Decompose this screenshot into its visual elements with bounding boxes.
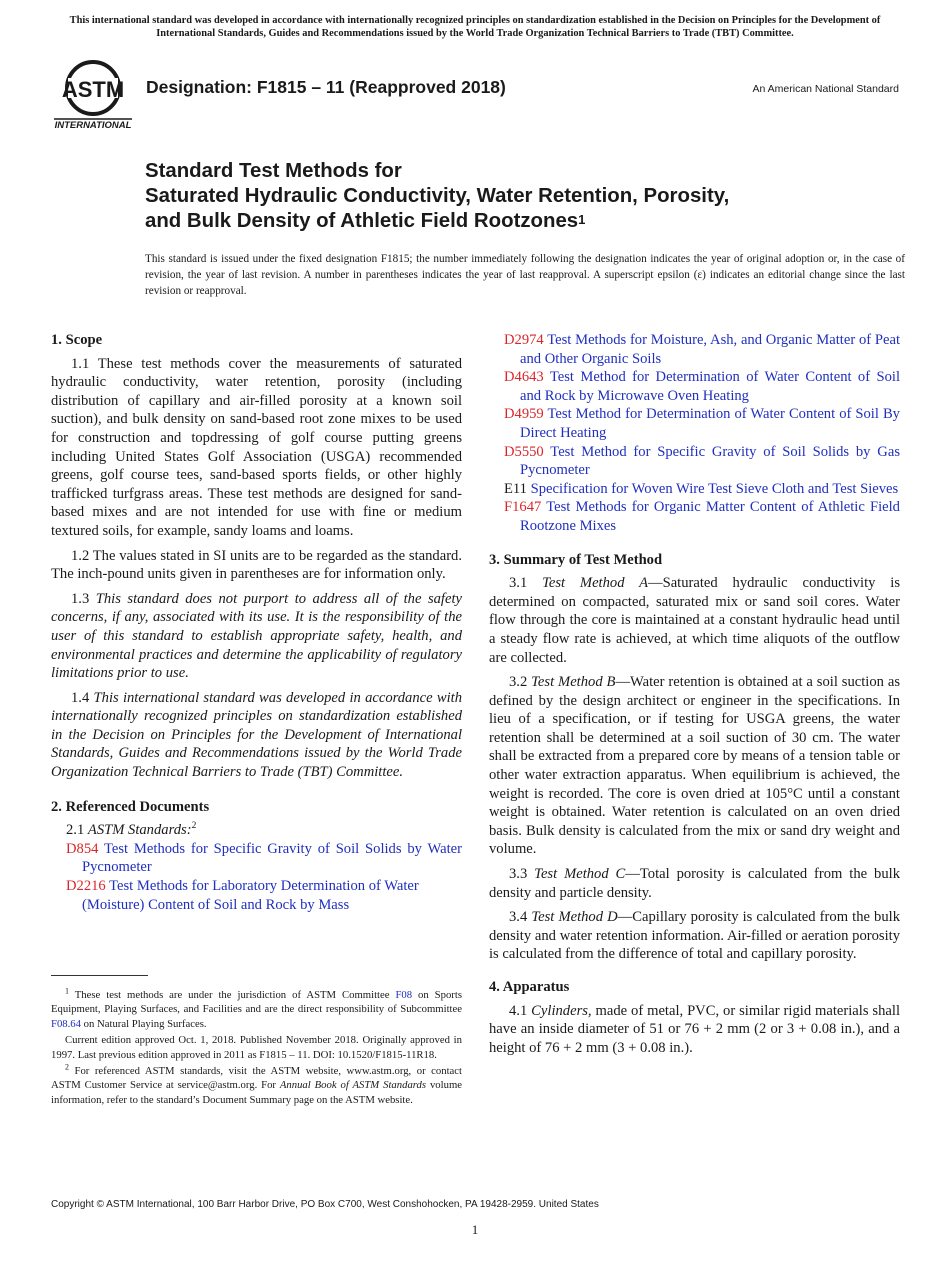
- ref-item[interactable]: E11 Specification for Woven Wire Test Sieve Cloth and Test Sieves: [504, 480, 899, 497]
- issued-note: This standard is issued under the fixed designation F1815; the number immediately following the designation indicates the year of original adoption or, in the case of revision, the year of last revision. A number in parentheses indicates the year of last reapproval. A superscript epsilon (ε) indicates an editorial change since the last revision or reapproval.: [145, 253, 905, 297]
- footnote-edition: Current edition approved Oct. 1, 2018. Published November 2018. Originally approved in 1997. Last previous edition approved in 2011 as F1815 – 11. DOI: 10.1520/F1815-11R18.: [51, 1034, 462, 1061]
- title-line-3: and Bulk Density of Athletic Field Rootzones$^1$: [145, 210, 586, 232]
- svg-text:INTERNATIONAL: INTERNATIONAL: [54, 120, 132, 131]
- title-line-1: Standard Test Methods for: [145, 160, 402, 182]
- subcommittee-link[interactable]: F08.64: [51, 1017, 81, 1030]
- ref-item[interactable]: D2216 Test Methods for Laboratory Determination of Water (Moisture) Content of Soil and Rock by Mass: [66, 878, 419, 913]
- astm-standards-subheading: 2.1 ASTM Standards:$^2$: [66, 821, 197, 839]
- title-line-2: Saturated Hydraulic Conductivity, Water Retention, Porosity,: [145, 185, 730, 207]
- page-number: 1: [471, 1222, 479, 1237]
- title-footnote-mark: 1: [578, 212, 586, 227]
- left-column: [51, 331, 462, 914]
- para-3-4: 3.4 Test Method D—Capillary porosity is calculated from the bulk density and water retention information. Air-filled or aeration porosity is calculated from the difference of total and capillary porosity.: [489, 909, 901, 963]
- designation: Designation: F1815 – 11 (Reapproved 2018): [146, 77, 506, 97]
- para-3-1: 3.1 Test Method A—Saturated hydraulic conductivity is determined on compacted, saturated mix or sand soil cores. Water flow through the core is maintained at a constant hydraulic head until a steady flow rate is achieved, at which time aliquots of the outflow are collected.: [489, 575, 900, 666]
- ref-item[interactable]: D4643 Test Method for Determination of Water Content of Soil and Rock by Microwave Oven Heating: [504, 369, 900, 404]
- ref-item[interactable]: D2974 Test Methods for Moisture, Ash, and Organic Matter of Peat and Other Organic Soils: [504, 332, 900, 367]
- para-4-1: 4.1 Cylinders, made of metal, PVC, or similar rigid materials shall have an inside diameter of 51 or 76 + 2 mm (2 or 3 + 0.08 in.), and a height of 76 + 2 mm (3 + 0.08 in.).: [489, 1002, 900, 1056]
- ref-item[interactable]: D854 Test Methods for Specific Gravity of Soil Solids by Water Pycnometer: [66, 840, 462, 876]
- committee-link[interactable]: F08: [395, 989, 413, 1001]
- para-3-3: 3.3 Test Method C—Total porosity is calculated from the bulk density and particle density.: [489, 866, 900, 901]
- ref-item[interactable]: F1647 Test Methods for Organic Matter Content of Athletic Field Rootzone Mixes: [504, 499, 900, 534]
- para-1-3: 1.3 This standard does not purport to address all of the safety concerns, if any, associated with its use. It is the responsibility of the user of this standard to establish appropriate safety, health, and environmental practices and determine the applicability of regulatory limitations prior to use.: [51, 590, 462, 682]
- document-title: [145, 159, 845, 234]
- ref-item[interactable]: D4959 Test Method for Determination of Water Content of Soil By Direct Heating: [504, 406, 900, 441]
- svg-text:ASTM: ASTM: [61, 77, 125, 102]
- astm-logo-icon: [50, 58, 136, 132]
- right-column: [489, 331, 900, 1063]
- footnote-1: $^1$ These test methods are under the jurisdiction of ASTM Committee F08 on Sports Equipment, Playing Surfaces, and Facilities and are the direct responsibility of Subcommittee F08.64 on Natural Playing Surfaces.: [51, 986, 462, 1030]
- summary-heading: 3. Summary of Test Method: [489, 551, 663, 568]
- footnote-2: $^2$ For referenced ASTM standards, visit the ASTM website, www.astm.org, or contact ASTM Customer Service at service@astm.org. For Annual Book of ASTM Standards volume information, refer to the standard’s Document Summary page on the ASTM website.: [51, 1062, 463, 1106]
- scope-heading: 1. Scope: [51, 332, 103, 348]
- footnote-divider: [51, 975, 148, 976]
- top-note: This international standard was developed in accordance with internationally recognized principles on standardization established in the Decision on Principles for the Development of International Standards, Guides and Recommendations issued by the World Trade Organization Technical Barriers to Trade (TBT) Committee.: [69, 15, 881, 39]
- para-3-2: 3.2 Test Method B—Water retention is obtained at a soil suction as defined by the design architect or engineer in the specifications. In lieu of a specification, or if testing for USGA greens, the water retention shall be determined at a soil suction of 30 cm. The water shall be extracted from a prepared core by means of a tension table or other water extraction apparatus. When equilibrium is achieved, the weight is recorded. The core is oven dried at 105°C until a constant weight is obtained. Water retention is calculated on an oven dried basis. Bulk density is calculated from the mix or sand dry weight and volume.: [489, 674, 900, 858]
- apparatus-heading: 4. Apparatus: [489, 979, 570, 995]
- copyright: Copyright © ASTM International, 100 Barr Harbor Drive, PO Box C700, West Conshohocken, PA 19428-2959. United States: [51, 1199, 599, 1210]
- national-standard-label: An American National Standard: [752, 83, 899, 95]
- ref-item[interactable]: D5550 Test Method for Specific Gravity of Soil Solids by Gas Pycnometer: [504, 443, 900, 479]
- para-1-2: 1.2 The values stated in SI units are to be regarded as the standard. The inch-pound units given in parentheses are for information only.: [51, 547, 462, 583]
- ref-item-d2216-text: Test Methods for Laboratory Determination of Water (Moisture) Content of Soil and Rock by Mass: [82, 878, 419, 913]
- para-1-1: 1.1 These test methods cover the measurements of saturated hydraulic conductivity, water retention, porosity (including distribution of capillary and air-filled porosity at a known soil suction), and bulk density on sand-based root zone mixes to be used for construction and topdressing of golf course putting greens including United States Golf Association (USGA) recommended greens, golf course tees, sand-based sports fields, or other highly trafficked turfgrass areas. These test methods are designed for sand-based mixes and are not intended for use with fine or medium textured soils, for example, sandy loams and loams.: [51, 355, 462, 539]
- footnotes: [51, 988, 462, 1109]
- referenced-heading: 2. Referenced Documents: [51, 798, 210, 815]
- para-1-4: 1.4 This international standard was developed in accordance with internationally recognized principles on standardization established in the Decision on Principles for the Development of International Standards, Guides and Recommendations issued by the World Trade Organization Technical Barriers to Trade (TBT) Committee.: [51, 689, 463, 781]
